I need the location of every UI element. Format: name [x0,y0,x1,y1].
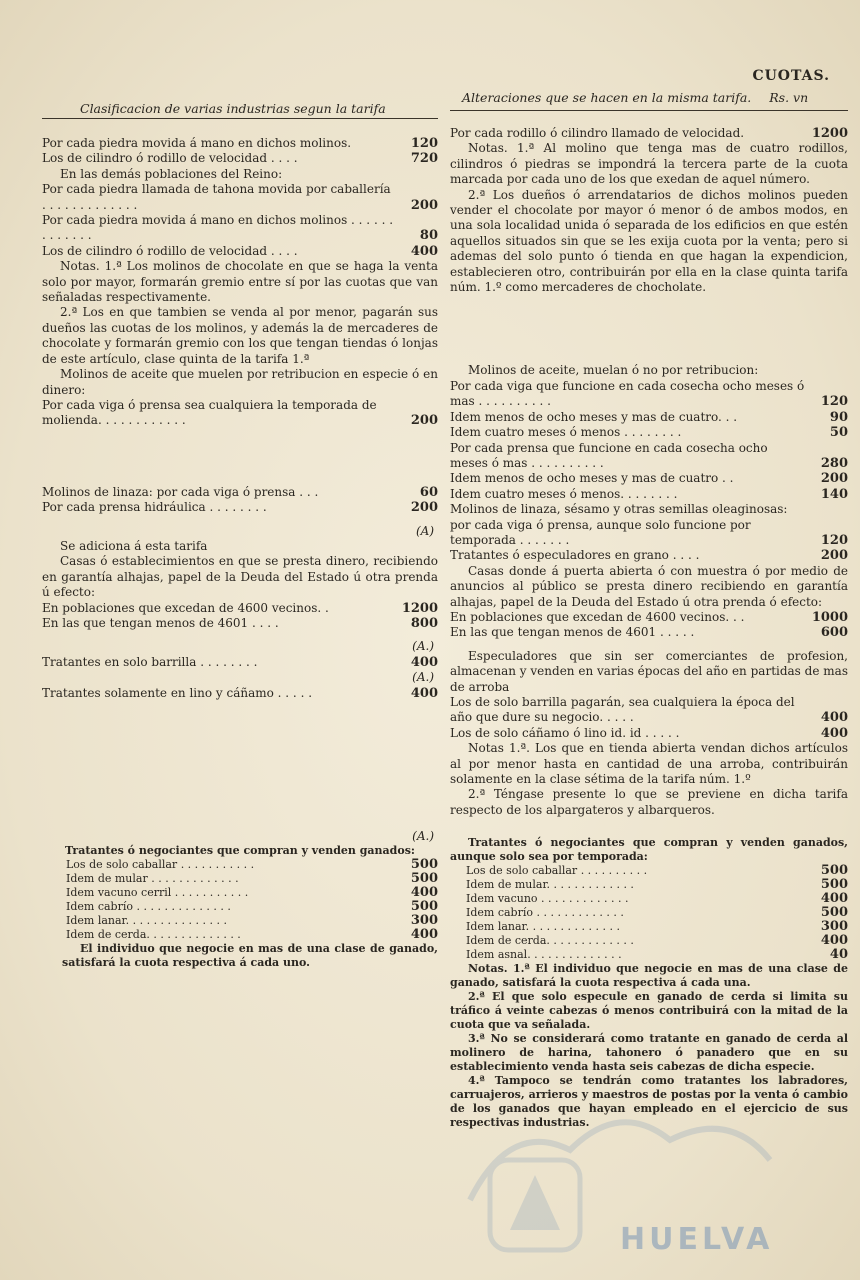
row-label: Tratantes solamente en lino y cáñamo . . . . . [42,685,313,700]
tariff-row [42,213,438,244]
tariff-row [42,398,438,429]
row-label: Idem de mular . . . . . . . . . . . . . [66,872,239,886]
tariff-row [450,625,848,640]
tariff-row [42,182,438,213]
livestock-list [450,864,848,962]
row-value: 120 [820,394,848,410]
row-value: 400 [820,891,848,907]
row-label: Por cada piedra llamada de tahona movida por caballería . . . . . . . . . . . . . [42,182,391,212]
right-column [450,118,848,1130]
section-heading: Molinos de aceite que muelen por retribucion en especie ó en dinero: [42,367,438,397]
row-label: Idem menos de ocho meses y mas de cuatro . . [450,471,734,486]
tariff-row [66,872,438,886]
tariff-row [450,502,848,548]
note-paragraph: 3.ª No se considerará como tratante en ganado de cerda al molinero de harina, tahonero ó panadero que en su establecimiento venda hasta seis cabezas de dicha especie. [450,1032,848,1074]
row-value: 300 [410,913,438,929]
row-label: Por cada prensa hidráulica . . . . . . . . [42,500,267,515]
row-label: Los de solo cáñamo ó lino id. id . . . . . [450,725,680,740]
tariff-row [450,441,848,472]
section-heading: Se adiciona á esta tarifa [60,538,208,553]
row-value: 400 [820,933,848,949]
note-paragraph: 2.ª Téngase presente lo que se previene en dicha tarifa respecto de los alpargateros y albarqueros. [450,787,848,817]
row-value: 200 [820,471,848,487]
row-value: 400 [410,885,438,901]
row-label: Por cada rodillo ó cilindro llamado de velocidad. [450,126,745,140]
tariff-row [466,864,848,878]
row-label: Los de cilindro ó rodillo de velocidad . . . . [42,151,298,166]
row-label: Molinos de linaza: por cada viga ó prensa . . . [42,484,319,499]
left-column [42,118,438,970]
row-value: 500 [820,863,848,879]
tariff-row [66,886,438,900]
row-value: 300 [820,919,848,935]
row-label: Idem vacuno . . . . . . . . . . . . . [466,892,629,906]
row-value: 50 [829,425,848,441]
row-label: Idem lanar. . . . . . . . . . . . . . [466,920,620,934]
row-value: 120 [410,136,438,151]
note-paragraph: 2.ª Los dueños ó arrendatarios de dichos molinos pueden vender el chocolate por mayor ó menor ó de ambos modos, en una sola localidad unida ó separada de los edificios en que estén aquellos situados sin que se les exija cuota por la venta; pero si ademas del solo punto ó tienda en que hagan la expendicion, establecieren otro, contribuirán por ella en la clase quinta tarifa núm. 1.º como mercaderes de chocholate. [450,187,848,295]
row-value: 500 [410,899,438,915]
row-label: Los de cilindro ó rodillo de velocidad . . . . [42,243,298,258]
tariff-row [450,126,848,141]
row-value: 400 [410,243,438,259]
row-value: 1200 [811,126,848,141]
row-value: 1000 [811,609,848,625]
column-title-cuotas: CUOTAS. [752,68,830,84]
tariff-row [466,892,848,906]
row-label: Por cada piedra movida á mano en dichos molinos . . . . . . . . . . . . . [42,213,394,243]
tariff-row [450,379,848,410]
row-value: 140 [820,486,848,502]
row-label: En poblaciones que excedan de 4600 vecinos. . . [450,609,745,624]
tariff-row [42,500,438,515]
note-paragraph: 4.ª Tampoco se tendrán como tratantes los labradores, carruajeros, arrieros y maestros de postas por la venta ó cambio de los ganados que hayan empleado en el ejercicio de sus respectivas industrias. [450,1074,848,1130]
note-paragraph: Notas. 1.ª Al molino que tenga mas de cuatro rodillos, cilindros ó piedras se impondrá la tercera parte de la cuota marcada por cada uno de los que exedan de aquel número. [450,141,848,187]
row-label: Los de solo caballar . . . . . . . . . . [466,864,648,878]
tariff-row [450,410,848,425]
row-value: 400 [410,927,438,943]
section-mark: (A) [415,523,434,538]
tariff-row [450,425,848,440]
archive-watermark-text: HUELVA [620,1222,774,1257]
row-value: 40 [829,947,848,963]
note-paragraph: El individuo que negocie en mas de una clase de ganado, satisfará la cuota respectiva á cada uno. [62,942,438,970]
note-paragraph: Notas. 1.ª El individuo que negocie en mas de una clase de ganado, satisfará la cuota respectiva á cada una. [450,962,848,990]
tariff-row [42,601,438,616]
row-value: 400 [820,725,848,741]
right-header-rule [450,110,848,111]
note-paragraph: 2.ª Los en que tambien se venda al por menor, pagarán sus dueños las cuotas de los molinos, y además la de mercaderes de chocolate y formarán gremio con los que tengan tiendas ó lonjas de este artículo, clase quinta de la tarifa 1.ª [42,305,438,366]
tariff-row [66,928,438,942]
row-label: Los de solo caballar . . . . . . . . . . . [66,858,255,872]
tariff-row [450,610,848,625]
tariff-row [450,726,848,741]
row-value: 90 [829,409,848,425]
section-heading: Tratantes ó negociantes que compran y venden ganados, aunque solo sea por temporada: [450,836,848,864]
row-label: Tratantes en solo barrilla . . . . . . . . [42,654,258,669]
tariff-row [42,686,438,701]
tariff-row [42,485,438,500]
row-label: Idem vacuno cerril . . . . . . . . . . . [66,886,249,900]
tariff-row [42,655,438,670]
tariff-row [66,914,438,928]
tariff-row [66,900,438,914]
tariff-row [450,548,848,563]
tariff-row [466,878,848,892]
row-value: 200 [820,548,848,564]
row-label: Tratantes ó especuladores en grano . . . . [450,548,700,563]
row-label: Por cada viga que funcione en cada cosecha ocho meses ó mas . . . . . . . . . . [450,378,805,409]
tariff-row [66,858,438,872]
tariff-row [42,151,438,166]
row-value: 500 [820,905,848,921]
row-value: 1200 [401,600,438,616]
tariff-row [450,695,848,726]
section-heading: En las demás poblaciones del Reino: [60,166,283,181]
row-value: 120 [820,532,848,548]
row-label: Idem lanar. . . . . . . . . . . . . . . [66,914,227,928]
row-value: 500 [410,871,438,887]
row-value: 800 [410,615,438,631]
note-paragraph: Notas 1.ª. Los que en tienda abierta vendan dichos artículos al por menor hasta en cantidad de una arroba, contribuirán solamente en la clase sétima de la tarifa núm. 1.º [450,741,848,787]
row-value: 80 [419,228,438,244]
paragraph: Casas ó establecimientos en que se presta dinero, recibiendo en garantía alhajas, papel de la Deuda del Estado ú otra prenda ú efecto: [42,554,438,600]
row-label: En poblaciones que excedan de 4600 vecinos. . [42,600,329,615]
row-value: 200 [410,413,438,429]
section-mark: (A.) [412,670,434,685]
tariff-row [42,244,438,259]
row-label: Los de solo barrilla pagarán, sea cualquiera la época del año que dure su negocio. . . . . [450,695,795,725]
note-paragraph: Notas. 1.ª Los molinos de chocolate en que se haga la venta solo por mayor, formarán gremio entre sí por las cuotas que van señaladas respectivamente. [42,259,438,305]
section-heading: Tratantes ó negociantes que compran y venden ganados: [65,844,415,858]
row-label: Por cada viga ó prensa sea cualquiera la temporada de molienda. . . . . . . . . . . . [42,397,377,428]
row-value: 600 [820,625,848,641]
row-value: 60 [419,484,438,500]
row-value: 200 [410,197,438,213]
row-label: Idem cabrío . . . . . . . . . . . . . [466,906,624,920]
tariff-row [466,934,848,948]
section-mark: (A.) [412,829,434,843]
note-paragraph: 2.ª El que solo especule en ganado de cerda si limita su tráfico á veinte cabezas ó menos contribuirá con la mitad de la cuota que va señalada. [450,990,848,1032]
units-label: Rs. vn [769,90,809,105]
tariff-row [466,920,848,934]
right-column-header [462,90,808,105]
row-label: En las que tengan menos de 4601 . . . . [42,615,279,630]
row-value: 400 [820,710,848,726]
tariff-row [450,487,848,502]
row-label: Por cada prensa que funcione en cada cosecha ocho meses ó mas . . . . . . . . . . [450,440,768,470]
row-label: Idem cabrío . . . . . . . . . . . . . . [66,900,231,914]
tariff-row [42,616,438,631]
row-label: Idem asnal. . . . . . . . . . . . . . [466,948,622,962]
paragraph: Especuladores que sin ser comerciantes de profesion, almacenan y venden en varias épocas del año en partidas de mas de arroba [450,648,848,694]
tariff-row [450,471,848,486]
row-label: Por cada piedra movida á mano en dichos molinos. [42,136,352,150]
section-mark: (A.) [412,639,434,654]
paragraph: Casas donde á puerta abierta ó con muestra ó por medio de anuncios al público se presta dinero recibiendo en garantía alhajas, papel de la Deuda del Estado ú otra prenda ó efecto: [450,563,848,609]
row-value: 720 [410,151,438,167]
row-value: 400 [410,654,438,670]
tariff-row [466,906,848,920]
row-value: 500 [820,877,848,893]
livestock-list [42,858,438,942]
row-value: 200 [410,500,438,516]
row-label: Idem cuatro meses ó menos. . . . . . . . [450,486,678,501]
left-column-header: Clasificacion de varias industrias segun la tarifa [80,101,386,116]
row-label: Idem de cerda. . . . . . . . . . . . . . [66,928,241,942]
row-label: Molinos de linaza, sésamo y otras semillas oleaginosas: por cada viga ó prensa, aunque solo funcione por temporada . . . . . . . [450,502,788,547]
right-header-text: Alteraciones que se hacen en la misma tarifa. [462,90,752,105]
row-label: Idem de cerda. . . . . . . . . . . . . [466,934,634,948]
row-label: En las que tengan menos de 4601 . . . . . [450,625,695,640]
section-heading: Molinos de aceite, muelan ó no por retribucion: [468,363,759,378]
row-label: Idem menos de ocho meses y mas de cuatro. . . [450,409,738,424]
row-label: Idem cuatro meses ó menos . . . . . . . . [450,425,682,440]
tariff-row [42,136,438,151]
row-value: 280 [820,455,848,471]
row-value: 500 [410,857,438,873]
tariff-row [466,948,848,962]
row-label: Idem de mular. . . . . . . . . . . . . [466,878,634,892]
row-value: 400 [410,685,438,701]
